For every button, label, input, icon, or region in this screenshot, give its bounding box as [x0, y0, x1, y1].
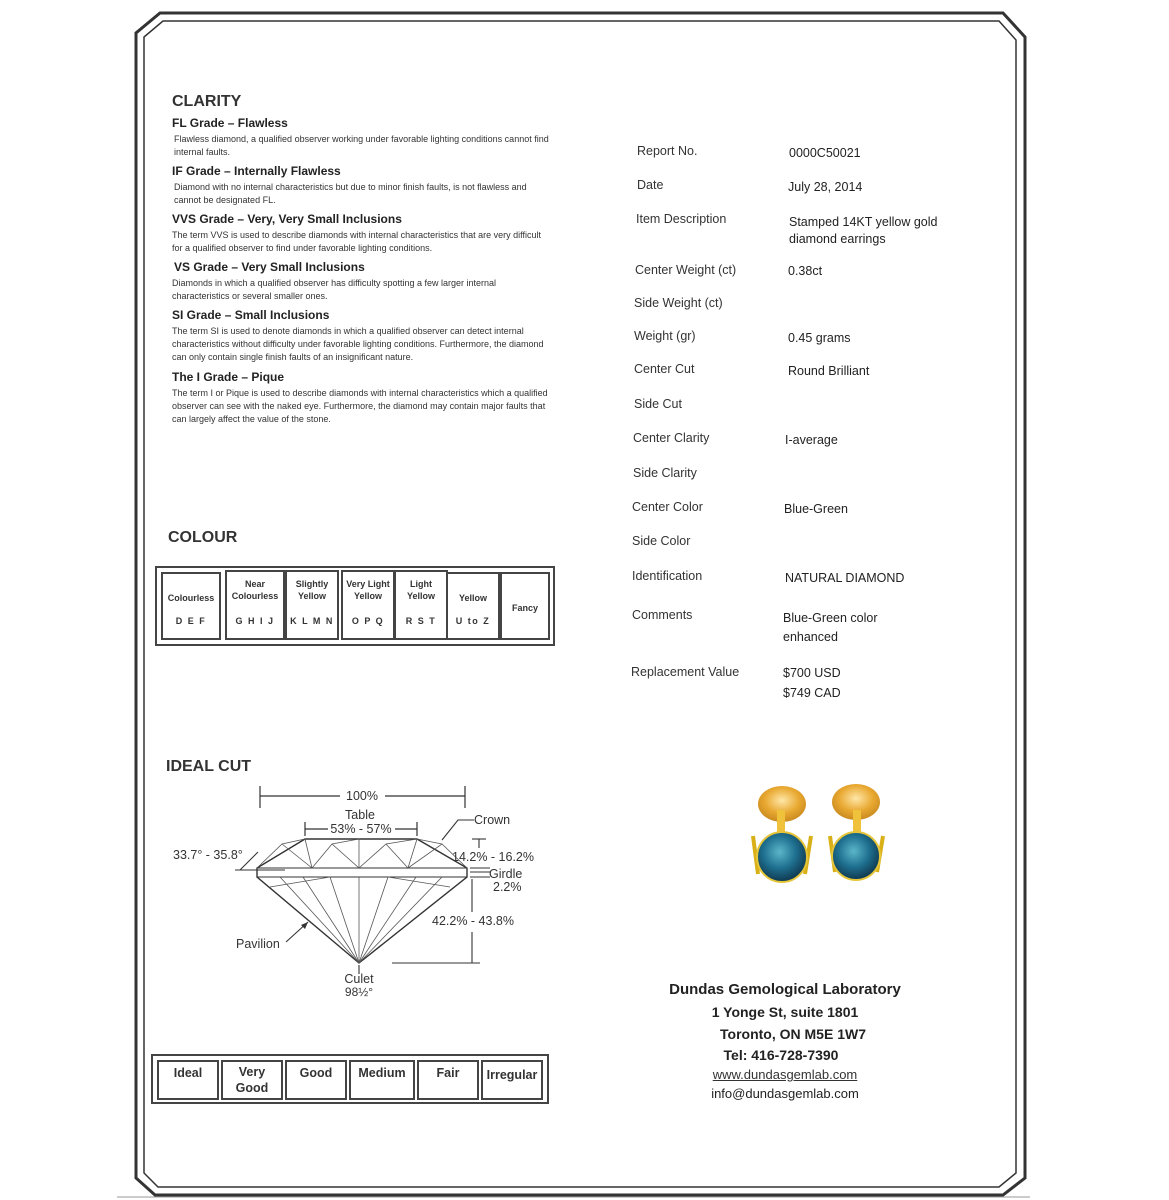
comments-value: Blue-Green color enhanced [783, 611, 878, 644]
colour-grade-letters: U to Z [455, 616, 491, 626]
clarity-grade-title: IF Grade – Internally Flawless [172, 164, 341, 178]
cut-grade-cell [285, 1060, 347, 1100]
girdle-label: Girdle [489, 867, 523, 881]
center-clarity-value: I-average [785, 433, 838, 447]
weight-gr-label: Weight (gr) [634, 329, 696, 343]
colour-scale-cell [394, 570, 448, 640]
date-label: Date [637, 178, 664, 192]
lab-website-link[interactable]: www.dundasgemlab.com [712, 1067, 858, 1082]
clarity-grade [172, 116, 552, 164]
colour-scale-cell [341, 570, 395, 640]
center-cut-value: Round Brilliant [788, 364, 870, 378]
side-color-label: Side Color [632, 534, 691, 548]
identification-value: NATURAL DIAMOND [785, 571, 905, 585]
colour-grade-letters: K L M N [290, 616, 334, 626]
clarity-grade-title: FL Grade – Flawless [172, 116, 288, 130]
clarity-grade-desc: Diamonds in which a qualified observer has difficulty spotting a few larger internal characteristics or several smaller ones. [172, 278, 497, 301]
cut-grade-cell [221, 1060, 283, 1100]
item-description-label: Item Description [636, 212, 727, 226]
clarity-grade-desc: Flawless diamond, a qualified observer working under favorable lighting conditions cannot find internal faults. [174, 134, 549, 157]
side-clarity-label: Side Clarity [633, 466, 697, 480]
colour-grade-label: Near Colourless [231, 579, 279, 601]
replacement-value-label: Replacement Value [631, 665, 740, 679]
colour-heading: COLOUR [168, 529, 238, 546]
clarity-heading: CLARITY [172, 93, 242, 110]
weight-gr-value: 0.45 grams [788, 331, 851, 345]
identification-label: Identification [632, 569, 703, 583]
clarity-grade [172, 260, 552, 308]
clarity-grade [172, 212, 552, 260]
colour-scale-table [155, 566, 555, 646]
report-number-label: Report No. [637, 144, 698, 158]
culet-label: Culet [344, 972, 374, 986]
report-number-value: 0000C50021 [789, 146, 861, 160]
colour-scale-cell [500, 572, 550, 640]
width-label: 100% [346, 789, 378, 803]
side-cut-label: Side Cut [634, 397, 682, 411]
center-color-value: Blue-Green [784, 502, 848, 516]
crown-label: Crown [474, 813, 511, 827]
lab-email[interactable]: info@dundasgemlab.com [711, 1086, 859, 1101]
center-cut-label: Center Cut [634, 362, 695, 376]
ideal-cut-heading: IDEAL CUT [166, 758, 252, 775]
clarity-grade [172, 164, 552, 212]
center-color-label: Center Color [632, 500, 703, 514]
replacement-value-cad: $749 CAD [783, 686, 841, 700]
colour-scale-cell [161, 572, 221, 640]
clarity-grade-title: The I Grade – Pique [172, 370, 285, 384]
lab-telephone: Tel: 416-728-7390 [723, 1047, 839, 1063]
date-value: July 28, 2014 [788, 180, 863, 194]
lab-address-line1: 1 Yonge St, suite 1801 [711, 1004, 859, 1020]
cut-grade-cell [349, 1060, 415, 1100]
colour-grade-letters: R S T [405, 616, 437, 626]
crown-angle-label: 33.7° - 35.8° [173, 848, 243, 862]
comments-label: Comments [632, 608, 693, 622]
left-earring [753, 786, 811, 882]
table-label: Table [345, 808, 375, 822]
cut-grade-label: Medium [358, 1066, 406, 1080]
colour-grade-label: Fancy [511, 603, 538, 613]
clarity-grade-title: VS Grade – Very Small Inclusions [174, 260, 365, 274]
item-description-value: Stamped 14KT yellow gold diamond earrings [789, 215, 938, 246]
colour-scale-cell [285, 570, 339, 640]
colour-grade-label: Very Light Yellow [346, 579, 390, 601]
cut-grade-cell [481, 1060, 543, 1100]
colour-grade-label: Colourless [167, 593, 215, 603]
center-clarity-label: Center Clarity [633, 431, 710, 445]
colour-grade-letters: D E F [175, 616, 207, 626]
center-weight-label: Center Weight (ct) [635, 263, 737, 277]
cut-grade-label: Irregular [486, 1068, 538, 1082]
cut-grade-label: Ideal [173, 1066, 203, 1080]
lab-address-line2: Toronto, ON M5E 1W7 [720, 1026, 866, 1042]
clarity-grade-desc: The term SI is used to denote diamonds in which a qualified observer can detect internal characteristics without difficulty under favorable lighting conditions. Furthermore, the diamond can only contain single finish faults of an insignificant nature. [172, 326, 544, 362]
cut-grade-cell [417, 1060, 479, 1100]
clarity-grade-desc: The term VVS is used to describe diamonds with internal characteristics that are very difficult for a qualified observer to find under favorable lighting conditions. [172, 230, 541, 253]
culet-angle-label: 98½° [344, 985, 374, 999]
right-earring [830, 784, 883, 880]
earrings-photo [725, 770, 905, 895]
diamond-proportions-diagram [160, 782, 560, 1002]
colour-grade-label: Slightly Yellow [295, 579, 329, 601]
clarity-grade-desc: Diamond with no internal characteristics but due to minor finish faults, is not flawless and cannot be designated FL. [174, 182, 527, 205]
cut-grade-cell [157, 1060, 219, 1100]
clarity-grade [172, 308, 552, 370]
table-range-label: 53% - 57% [330, 822, 392, 836]
replacement-value-usd: $700 USD [783, 666, 841, 680]
colour-grade-label: Yellow [458, 593, 487, 603]
pavilion-label: Pavilion [236, 937, 280, 951]
clarity-grade [172, 370, 552, 426]
colour-scale-cell [225, 570, 285, 640]
clarity-grade-title: SI Grade – Small Inclusions [172, 308, 330, 322]
colour-grade-letters: O P Q [351, 616, 385, 626]
girdle-value-label: 2.2% [493, 880, 522, 894]
side-weight-label: Side Weight (ct) [634, 296, 723, 310]
clarity-grade-title: VVS Grade – Very, Very Small Inclusions [172, 212, 402, 226]
cut-grade-label: Fair [436, 1066, 460, 1080]
crown-height-label: 14.2% - 16.2% [452, 850, 534, 864]
clarity-grade-list [172, 116, 552, 426]
clarity-grade-desc: The term I or Pique is used to describe diamonds with internal characteristics which a qualified observer can see with the naked eye. Furthermore, the diamond may contain major faults that can largely affect the value of the stone. [172, 388, 548, 424]
colour-grade-letters: G H I J [235, 616, 275, 626]
colour-scale-cell [446, 572, 500, 640]
lab-name: Dundas Gemological Laboratory [669, 981, 901, 998]
pavilion-depth-label: 42.2% - 43.8% [432, 914, 514, 928]
center-weight-value: 0.38ct [788, 264, 823, 278]
cut-grade-label: Good [299, 1066, 333, 1080]
cut-grade-label: Very Good [235, 1065, 269, 1095]
cut-grade-table [151, 1054, 549, 1104]
colour-grade-label: Light Yellow [406, 579, 435, 601]
